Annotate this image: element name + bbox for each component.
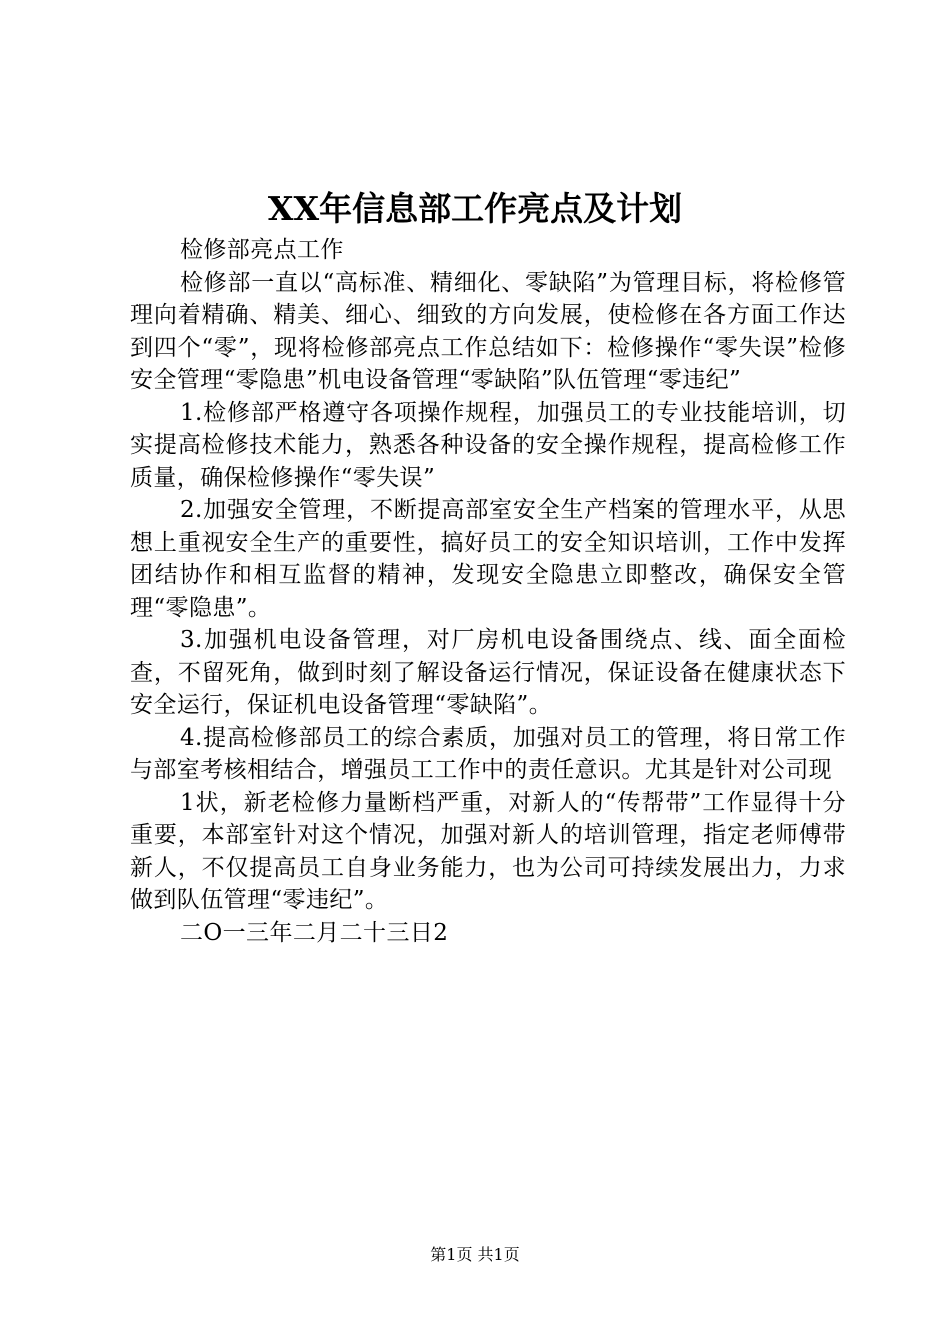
section-heading: 检修部亮点工作 — [180, 237, 344, 263]
item-paragraph-2: 2.加强安全管理，不断提高部室安全生产档案的管理水平，从思想上重视安全生产的重要性，搞好员工的安全知识培训，工作中发挥团结协作和相互监督的精神，发现安全隐患立即整改，确保安全管理“零隐患”。 — [130, 497, 846, 621]
document-title: XX年信息部工作亮点及计划 — [267, 189, 683, 228]
item-paragraph-4: 4.提高检修部员工的综合素质，加强对员工的管理，将日常工作与部室考核相结合，增强员工工作中的责任意识。尤其是针对公司现 — [130, 724, 846, 783]
continuation-paragraph: 1状，新老检修力量断档严重，对新人的“传帮带”工作显得十分重要，本部室针对这个情况，加强对新人的培训管理，指定老师傅带新人，不仅提高员工自身业务能力，也为公司可持续发展出力，力求做到队伍管理“零违纪”。 — [130, 789, 846, 913]
item-paragraph-1: 1.检修部严格遵守各项操作规程，加强员工的专业技能培训，切实提高检修技术能力，熟悉各种设备的安全操作规程，提高检修工作质量，确保检修操作“零失误” — [130, 399, 846, 491]
document-body — [130, 234, 846, 949]
page-number-footer: 第1页 共1页 — [430, 1245, 520, 1264]
intro-paragraph: 检修部一直以“高标准、精细化、零缺陷”为管理目标，将检修管理向着精确、精美、细心、细致的方向发展，使检修在各方面工作达到四个“零”，现将检修部亮点工作总结如下：检修操作“零失误”检修安全管理“零隐患”机电设备管理“零缺陷”队伍管理“零违纪” — [130, 269, 846, 393]
date-line: 二O一三年二月二十三日2 — [180, 919, 449, 946]
item-paragraph-3: 3.加强机电设备管理，对厂房机电设备围绕点、线、面全面检查，不留死角，做到时刻了解设备运行情况，保证设备在健康状态下安全运行，保证机电设备管理“零缺陷”。 — [130, 627, 846, 718]
